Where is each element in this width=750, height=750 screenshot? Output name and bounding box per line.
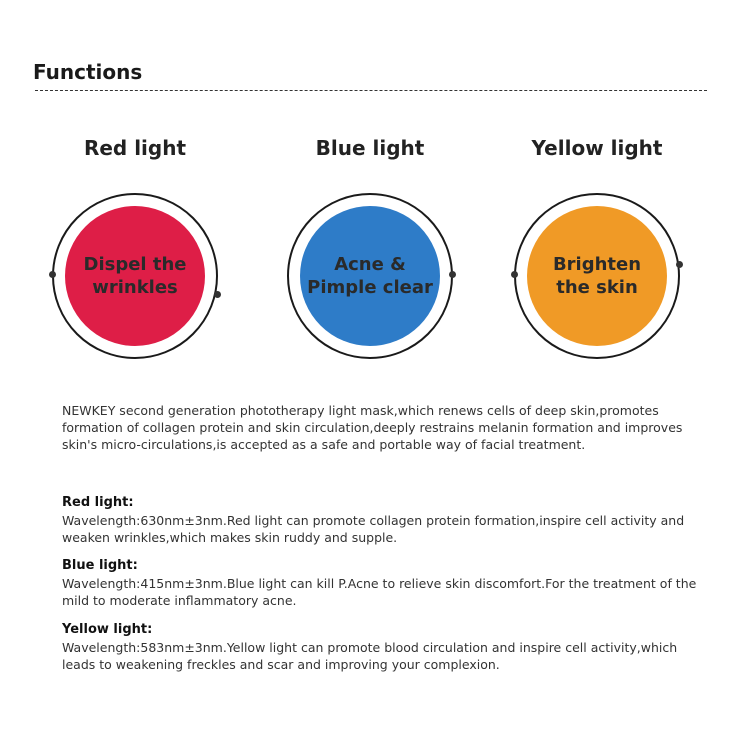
spec-text-yellow: Wavelength:583nm±3nm.Yellow light can promote blood circulation and inspire cell activity,which leads to weakening freckles and scar and improving your complexion.: [62, 640, 678, 672]
spec-yellow: [62, 621, 712, 673]
light-card-blue: [255, 133, 485, 373]
light-card-red: [20, 133, 250, 373]
spec-label-blue: Blue light:: [62, 558, 138, 573]
ring-dot-right: [214, 291, 221, 298]
dashed-divider: [35, 90, 707, 91]
light-title-red: Red light: [83, 136, 187, 160]
intro-paragraph: NEWKEY second generation phototherapy light mask,which renews cells of deep skin,promotes formation of collagen protein and skin circulation,deeply restrains melanin formation and improves skin's micro-circulations,is accepted as a safe and portable way of facial treatment.: [62, 403, 683, 452]
spec-label-yellow: Yellow light:: [62, 622, 153, 637]
spec-text-blue: Wavelength:415nm±3nm.Blue light can kill P.Acne to relieve skin discomfort.For the treatment of the mild to moderate inflammatory acne.: [62, 576, 697, 608]
disk-red: [65, 206, 205, 346]
light-title-yellow: Yellow light: [531, 136, 663, 160]
disk-yellow: [527, 206, 667, 346]
spec-blue: [62, 557, 712, 609]
spec-red: [62, 494, 712, 546]
ring-dot-right: [449, 271, 456, 278]
disk-blue: [300, 206, 440, 346]
light-title-blue: Blue light: [315, 136, 425, 160]
light-card-yellow: [482, 133, 712, 373]
ring-dot-right: [676, 261, 683, 268]
page-title: Functions: [33, 60, 143, 84]
effect-label-yellow: Brighten the skin: [552, 254, 642, 298]
ring-dot-left: [49, 271, 56, 278]
spec-label-red: Red light:: [62, 495, 134, 510]
ring-dot-left: [511, 271, 518, 278]
effect-label-blue: Acne & Pimple clear: [307, 254, 433, 298]
spec-text-red: Wavelength:630nm±3nm.Red light can promote collagen protein formation,inspire cell activity and weaken wrinkles,which makes skin ruddy and supple.: [62, 513, 685, 545]
effect-label-red: Dispel the wrinkles: [83, 254, 187, 298]
